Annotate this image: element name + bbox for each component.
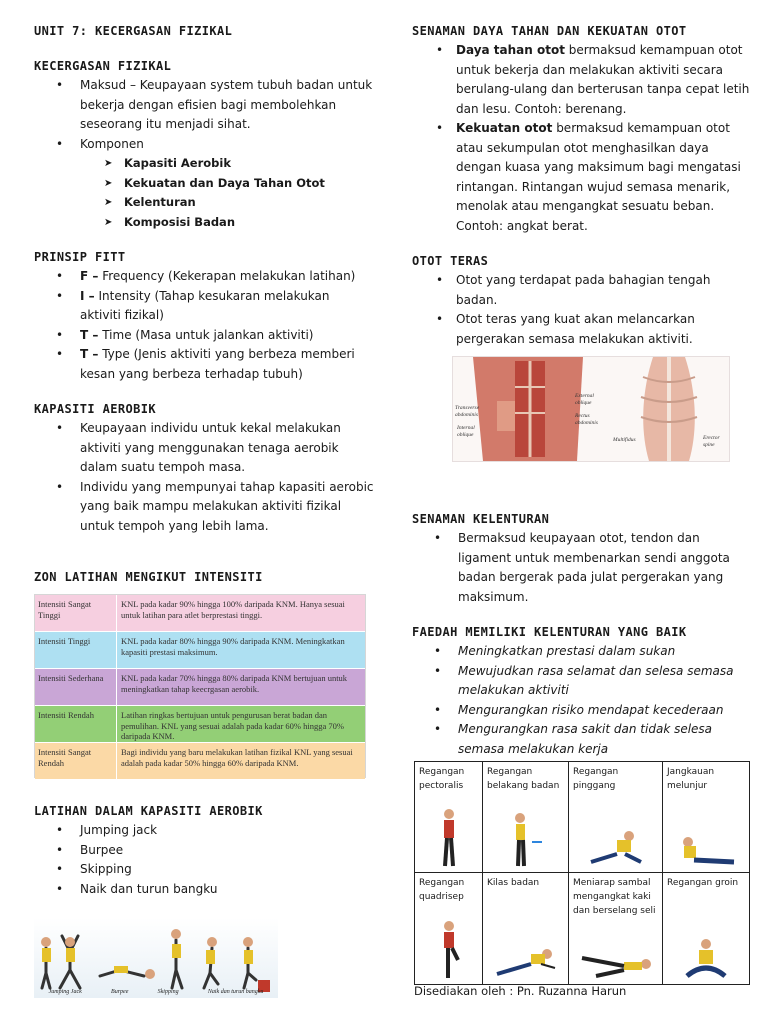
zone-row xyxy=(35,743,365,779)
senaman-daya-section xyxy=(412,22,752,236)
fitt-item-i xyxy=(34,287,374,326)
aerobic-exercise-illustration xyxy=(34,918,278,998)
fitt-item-type xyxy=(34,345,374,384)
zone-row xyxy=(35,595,365,632)
zone-name: Intensiti Sangat Rendah xyxy=(35,743,117,779)
maksud-item: • Maksud – Keupayaan system tubuh badan untuk bekerja dengan efisien bagi membolehkan seseorang itu menjadi sihat. xyxy=(34,76,374,135)
latihan-item: • Naik dan turun bangku xyxy=(34,880,374,900)
right-lower-column xyxy=(412,510,752,775)
zone-name: Intensiti Sangat Tinggi xyxy=(35,595,117,631)
stretching-grid xyxy=(414,761,750,985)
zon-heading: ZON LATIHAN MENGIKUT INTENSITI xyxy=(34,570,263,584)
senaman-daya-heading: SENAMAN DAYA TAHAN DAN KEKUATAN OTOT xyxy=(412,24,687,38)
label-rectus: Rectus abdominis xyxy=(575,413,598,426)
definition: bermaksud kemampuan otot atau sekumpulan otot menghasilkan daya dengan kuasa yang maksimum bagi mengatasi rintangan. Rintangan wujud semasa menarik, menolak atau mengangkat sesuatu beban. Contoh: angkat berat. xyxy=(456,121,741,233)
aerobik-heading: KAPASITI AEROBIK xyxy=(34,402,156,416)
stretch-label: Regangan groin xyxy=(667,878,739,888)
caption-skipping: Skipping xyxy=(157,989,179,995)
fitt-text: Type (Jenis aktiviti yang berbeza memberi kesan yang berbeza terhadap tubuh) xyxy=(80,347,355,381)
komponen-4: ➤ Komposisi Badan xyxy=(34,213,374,233)
latihan-item: • Burpee xyxy=(34,841,374,861)
komponen-item: • Komponen xyxy=(34,135,374,155)
faedah-section xyxy=(412,623,752,759)
faedah-item: • Mengurangkan rasa sakit dan tidak selesa semasa melakukan kerja xyxy=(412,720,752,759)
otot-teras-section xyxy=(412,252,752,349)
zone-desc: KNL pada kadar 70% hingga 80% daripada KNM bertujuan untuk meningkatkan tahap keecrgasan aerobik. xyxy=(121,673,348,694)
fitt-key: T – xyxy=(80,347,99,361)
stretch-cell xyxy=(569,762,663,873)
stretch-cell xyxy=(483,762,569,873)
kekuatan-item xyxy=(412,119,752,236)
latihan-item: • Skipping xyxy=(34,860,374,880)
stretch-label: Meniarap sambal mengangkat kaki dan berselang seli xyxy=(573,878,656,916)
zone-desc: Latihan ringkas bertujuan untuk pengurusan berat badan dan pemulihan. KNL yang sesuai adalah pada kadar 60% hingga 70% daripada KNM. xyxy=(121,710,344,741)
stretch-figure-icon xyxy=(491,944,561,980)
label-external-oblique: External oblique xyxy=(575,393,594,406)
komponen-1: ➤ Kapasiti Aerobik xyxy=(34,154,374,174)
fitt-text: Time (Masa untuk jalankan aktiviti) xyxy=(102,327,314,342)
zone-row xyxy=(35,632,365,669)
stretch-figure-icon xyxy=(581,828,651,868)
label-erector: Erector spine xyxy=(703,435,720,448)
stretch-cell xyxy=(483,873,569,984)
aerobik-item: • Individu yang mempunyai tahap kapasiti aerobic yang baik mampu melakukan aktiviti fizikal untuk tempoh yang lebih lama. xyxy=(34,478,374,537)
latihan-heading: LATIHAN DALAM KAPASITI AEROBIK xyxy=(34,804,263,818)
exercise-figures-icon xyxy=(34,918,278,998)
kelenturan-section xyxy=(412,510,752,607)
unit-title-section xyxy=(34,22,374,41)
stretch-label: Regangan pectoralis xyxy=(419,767,465,791)
faedah-heading: FAEDAH MEMILIKI KELENTURAN YANG BAIK xyxy=(412,625,687,639)
latihan-item: • Jumping jack xyxy=(34,821,374,841)
term: Kekuatan otot xyxy=(456,121,553,135)
definition: bermaksud kemampuan otot untuk bekerja dan melakukan aktiviti secara berulang-ulang dan berterusan tanpa cepat letih dan lesu. Contoh: berenang. xyxy=(456,43,750,116)
label-multifidus: Multifidus xyxy=(613,437,636,443)
core-muscle-illustration xyxy=(452,356,730,462)
fitt-key: F – xyxy=(80,269,99,283)
kecergasan-heading: KECERGASAN FIZIKAL xyxy=(34,59,172,73)
zone-desc: KNL pada kadar 80% hingga 90% daripada KNM. Meningkatkan kapasiti prestasi maksimum. xyxy=(121,636,345,657)
stretch-cell xyxy=(663,762,749,873)
stretch-cell xyxy=(569,873,663,984)
komponen-3: ➤ Kelenturan xyxy=(34,193,374,213)
stretch-figure-icon xyxy=(674,832,738,868)
daya-tahan-item xyxy=(412,41,752,119)
stretch-label: Jangkauan melunjur xyxy=(667,767,715,791)
latihan-section xyxy=(34,802,374,899)
stretch-figure-icon xyxy=(506,812,546,868)
unit-title: UNIT 7: KECERGASAN FIZIKAL xyxy=(34,24,233,38)
otot-teras-heading: OTOT TERAS xyxy=(412,254,489,268)
stretch-figure-icon xyxy=(681,936,731,980)
left-column xyxy=(34,22,374,552)
fitt-item-f xyxy=(34,267,374,287)
zone-name: Intensiti Sederhana xyxy=(35,669,117,705)
kelenturan-item: • Bermaksud keupayaan otot, tendon dan ligament untuk membenarkan sendi anggota badan bergerak pada julat pergerakan yang maksimum. xyxy=(412,529,752,607)
stretch-label: Regangan pinggang xyxy=(573,767,619,791)
komponen-2: ➤ Kekuatan dan Daya Tahan Otot xyxy=(34,174,374,194)
stretch-cell xyxy=(663,873,749,984)
kelenturan-heading: SENAMAN KELENTURAN xyxy=(412,512,550,526)
zone-row xyxy=(35,706,365,743)
label-transverse: Transverse abdominis xyxy=(455,405,480,418)
stretch-label: Kilas badan xyxy=(487,878,540,888)
faedah-item: • Meningkatkan prestasi dalam sukan xyxy=(412,642,752,662)
fitt-key: T – xyxy=(80,327,99,342)
aerobik-item: • Keupayaan individu untuk kekal melakukan aktiviti yang menggunakan tenaga aerobik dalam suatu tempoh masa. xyxy=(34,419,374,478)
fitt-item-t xyxy=(34,326,374,346)
stretch-figure-icon xyxy=(434,920,464,980)
kecergasan-section xyxy=(34,57,374,232)
faedah-item: • Mewujudkan rasa selamat dan selesa semasa melakukan aktiviti xyxy=(412,662,752,701)
stretch-figure-icon xyxy=(576,950,656,980)
caption-naik-turun: Naik dan turun bangku xyxy=(207,989,264,995)
exercise-captions xyxy=(34,988,278,996)
caption-jumping-jack: Jumping Jack xyxy=(48,989,82,995)
zone-name: Intensiti Rendah xyxy=(35,706,117,742)
zone-desc: Bagi individu yang baru melakukan latihan fizikal KNL yang sesuai adalah pada kadar 50% hingga 60% daripada KNM. xyxy=(121,747,353,768)
fitt-key: I – xyxy=(80,288,95,303)
otot-teras-item: • Otot teras yang kuat akan melancarkan pergerakan semasa melakukan aktiviti. xyxy=(412,310,752,349)
right-column xyxy=(412,22,752,365)
anatomy-icon xyxy=(453,357,729,461)
credit-line: Disediakan oleh : Pn. Ruzanna Harun xyxy=(414,984,627,998)
zone-desc: KNL pada kadar 90% hingga 100% daripada KNM. Hanya sesuai untuk latihan para atlet berprestasi tinggi. xyxy=(121,599,345,620)
zone-name: Intensiti Tinggi xyxy=(35,632,117,668)
zone-row xyxy=(35,669,365,706)
stretch-cell xyxy=(415,762,483,873)
intensity-zone-table xyxy=(34,594,366,778)
label-internal-oblique: Internal oblique xyxy=(457,425,475,438)
fitt-text: Intensity (Tahap kesukaran melakukan aktiviti fizikal) xyxy=(80,288,330,322)
stretch-label: Regangan quadrisep xyxy=(419,878,465,902)
otot-teras-item: • Otot yang terdapat pada bahagian tengah badan. xyxy=(412,271,752,310)
faedah-item: • Mengurangkan risiko mendapat kecederaan xyxy=(412,701,752,721)
fitt-section xyxy=(34,248,374,384)
fitt-text: Frequency (Kekerapan melakukan latihan) xyxy=(102,269,356,283)
aerobik-section xyxy=(34,400,374,536)
stretch-cell xyxy=(415,873,483,984)
term: Daya tahan otot xyxy=(456,43,565,57)
caption-burpee: Burpee xyxy=(111,989,129,995)
stretch-figure-icon xyxy=(434,808,464,868)
fitt-heading: PRINSIP FITT xyxy=(34,250,126,264)
stretch-label: Regangan belakang badan xyxy=(487,767,560,791)
